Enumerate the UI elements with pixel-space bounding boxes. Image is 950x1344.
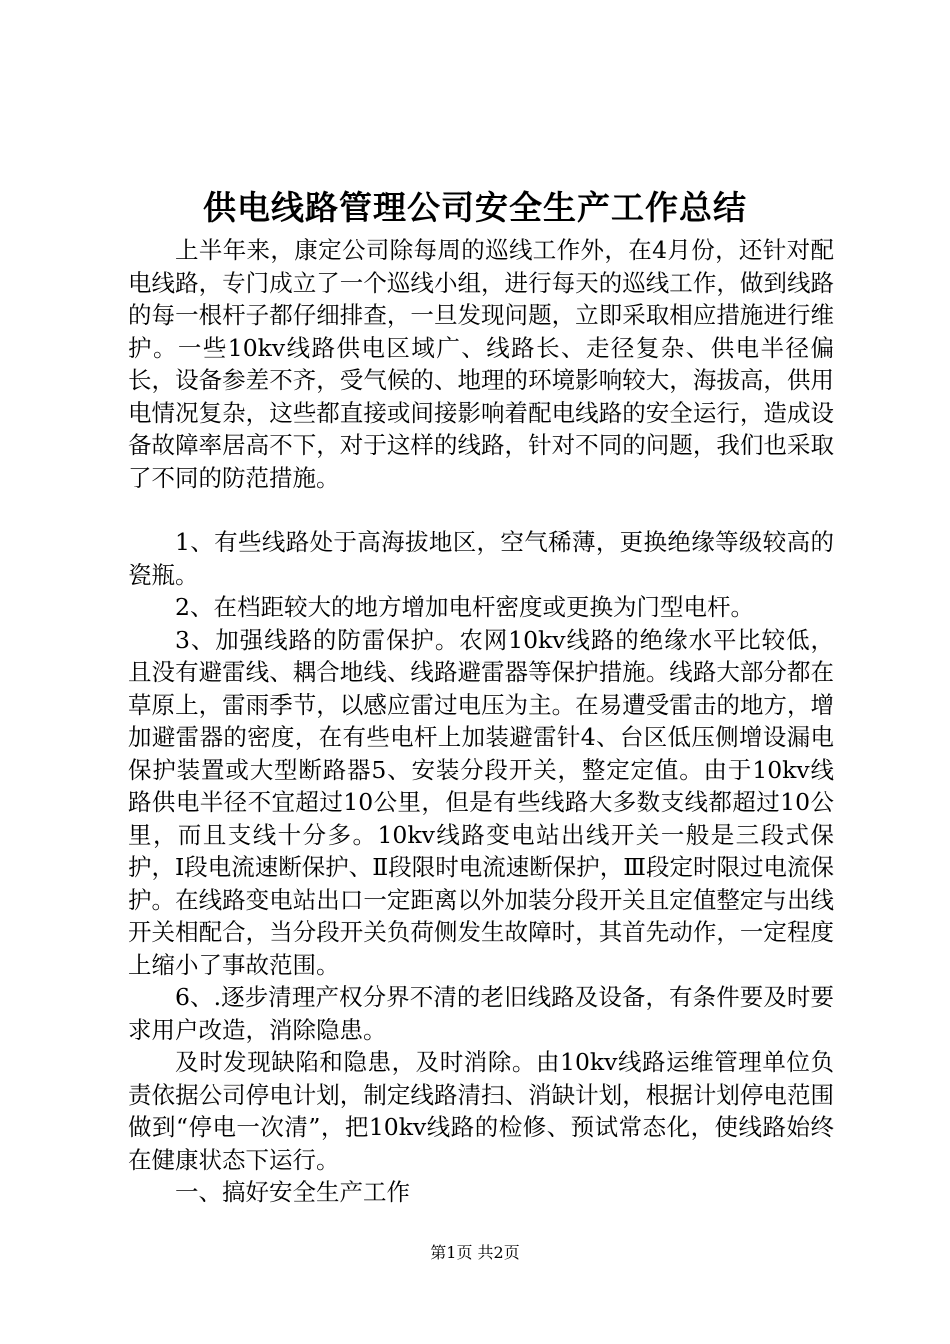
page-footer: 第1页 共2页	[430, 1243, 520, 1262]
paragraph-measure-3: 3、加强线路的防雷保护。农网10kv线路的绝缘水平比较低，且没有避雷线、耦合地线、线路避雷器等保护措施。线路大部分都在草原上，雷雨季节，以感应雷过电压为主。在易遭受雷击的地方，增加避雷器的密度，在有些电杆上加装避雷针4、台区低压侧增设漏电保护装置或大型断路器5、安装分段开关，整定定值。由于10kv线路供电半径不宜超过10公里，但是有些线路大多数支线都超过10公里，而且支线十分多。10kv线路变电站出线开关一般是三段式保护，Ⅰ段电流速断保护、Ⅱ段限时电流速断保护，Ⅲ段定时限过电流保护。在线路变电站出口一定距离以外加装分段开关且定值整定与出线开关相配合，当分段开关负荷侧发生故障时，其首先动作，一定程度上缩小了事故范围。	[128, 625, 834, 979]
paragraph-measure-6: 6、.逐步清理产权分界不清的老旧线路及设备，有条件要及时要求用户改造，消除隐患。	[128, 983, 834, 1044]
document-title: 供电线路管理公司安全生产工作总结	[203, 188, 747, 227]
section-heading: 一、搞好安全生产工作	[175, 1178, 410, 1206]
paragraph-measure-1: 1、有些线路处于高海拔地区，空气稀薄，更换绝缘等级较高的瓷瓶。	[128, 528, 834, 589]
document-body	[128, 234, 834, 1209]
paragraph-measure-2: 2、在档距较大的地方增加电杆密度或更换为门型电杆。	[175, 593, 754, 621]
paragraph-intro: 上半年来，康定公司除每周的巡线工作外，在4月份，还针对配电线路，专门成立了一个巡线小组，进行每天的巡线工作，做到线路的每一根杆子都仔细排查，一旦发现问题，立即采取相应措施进行维护。一些10kv线路供电区域广、线路长、走径复杂、供电半径偏长，设备参差不齐，受气候的、地理的环境影响较大，海拔高，供用电情况复杂，这些都直接或间接影响着配电线路的安全运行，造成设备故障率居高不下，对于这样的线路，针对不同的问题，我们也采取了不同的防范措施。	[128, 236, 834, 492]
paragraph-defects: 及时发现缺陷和隐患，及时消除。由10kv线路运维管理单位负责依据公司停电计划，制定线路清扫、消缺计划，根据计划停电范围做到“停电一次清”，把10kv线路的检修、预试常态化，使线路始终在健康状态下运行。	[128, 1048, 834, 1174]
